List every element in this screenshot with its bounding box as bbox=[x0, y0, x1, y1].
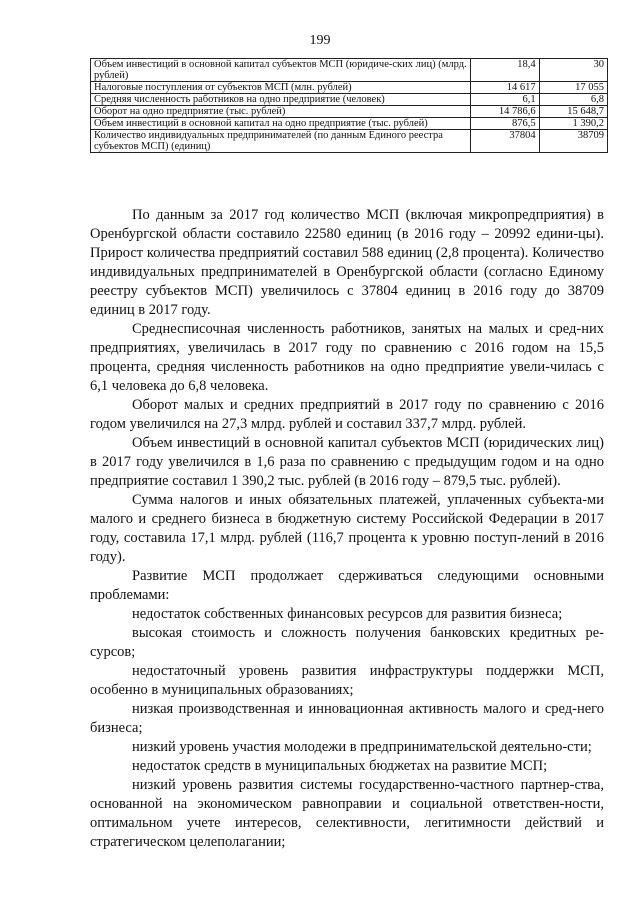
table-cell-2016: 876,5 bbox=[471, 118, 539, 130]
paragraph: Оборот малых и средних предприятий в 2017 году по сравнению с 2016 годом увеличился на 27,3 млрд. рублей и составил 337,7 млрд. рублей. bbox=[90, 397, 604, 432]
table-row bbox=[91, 130, 608, 153]
table-cell-2016: 37804 bbox=[471, 130, 539, 153]
list-item: низкий уровень развития системы государственно-частного партнер-ства, основанной на экономическом равноправии и социальной ответствен-ности, оптимальном учете интересов, селективности, легитимности действий и стратегическом целеполагании; bbox=[90, 777, 604, 850]
list-item: низкий уровень участия молодежи в предпринимательской деятельно-сти; bbox=[132, 739, 592, 755]
table-cell-label: Количество индивидуальных предпринимателей (по данным Единого реестра субъектов МСП) (единиц) bbox=[91, 130, 471, 153]
list-item: высокая стоимость и сложность получения банковских кредитных ре-сурсов; bbox=[90, 625, 604, 660]
table-row bbox=[91, 82, 608, 94]
table-row bbox=[91, 94, 608, 106]
paragraph: Объем инвестиций в основной капитал субъектов МСП (юридических лиц) в 2017 году увеличился в 1,6 раза по сравнению с предыдущим годом и на одно предприятие составил 1 390,2 тыс. рублей (в 2016 году – 879,5 тыс. рублей). bbox=[90, 435, 604, 489]
list-item: недостаток собственных финансовых ресурсов для развития бизнеса; bbox=[132, 606, 563, 622]
table-cell-2017: 17 055 bbox=[539, 82, 607, 94]
table-cell-2016: 14 617 bbox=[471, 82, 539, 94]
table-cell-2017: 38709 bbox=[539, 130, 607, 153]
table-row bbox=[91, 59, 608, 82]
list-item: недостаток средств в муниципальных бюджетах на развитие МСП; bbox=[132, 758, 548, 774]
table-cell-label: Объем инвестиций в основной капитал на одно предприятие (тыс. рублей) bbox=[91, 118, 471, 130]
table-cell-2016: 6,1 bbox=[471, 94, 539, 106]
paragraph: Сумма налогов и иных обязательных платежей, уплаченных субъекта-ми малого и среднего бизнеса в бюджетную систему Российской Федерации в 2017 году, составила 17,1 млрд. рублей (116,7 процента к уровню поступ-лений в 2016 году). bbox=[90, 492, 604, 565]
table-cell-2017: 1 390,2 bbox=[539, 118, 607, 130]
table-cell-label: Объем инвестиций в основной капитал субъектов МСП (юридиче-ских лиц) (млрд. рублей) bbox=[91, 59, 471, 82]
table-row bbox=[91, 118, 608, 130]
table-cell-2016: 18,4 bbox=[471, 59, 539, 82]
table-cell-2017: 6,8 bbox=[539, 94, 607, 106]
table-cell-2017: 15 648,7 bbox=[539, 106, 607, 118]
paragraph: Среднесписочная численность работников, занятых на малых и сред-них предприятиях, увеличилась в 2017 году по сравнению с 2016 годом на 15,5 процента, средняя численность работников на одно предприятие увели-чилась с 6,1 человека до 6,8 человека. bbox=[90, 321, 604, 394]
table-cell-2017: 30 bbox=[539, 59, 607, 82]
list-item: низкая производственная и инновационная активность малого и сред-него бизнеса; bbox=[90, 701, 604, 736]
paragraph: Развитие МСП продолжает сдерживаться следующими основными проблемами: bbox=[90, 568, 604, 603]
page-number: 199 bbox=[309, 33, 331, 48]
paragraph: По данным за 2017 год количество МСП (включая микропредприятия) в Оренбургской области составило 22580 единиц (в 2016 году – 20992 едини-цы). Прирост количества предприятий составил 588 единиц (2,8 процента). Количество индивидуальных предпринимателей в Оренбургской области (согласно Единому реестру субъектов МСП) увеличилось с 37804 единиц в 2016 году до 38709 единиц в 2017 году. bbox=[90, 207, 604, 318]
table-cell-label: Средняя численность работников на одно предприятие (человек) bbox=[91, 94, 471, 106]
statistics-table bbox=[90, 58, 608, 153]
table-row bbox=[91, 106, 608, 118]
table-cell-2016: 14 786,6 bbox=[471, 106, 539, 118]
table-cell-label: Налоговые поступления от субъектов МСП (млн. рублей) bbox=[91, 82, 471, 94]
body-text bbox=[90, 206, 604, 852]
list-item: недостаточный уровень развития инфраструктуры поддержки МСП, особенно в муниципальных образованиях; bbox=[90, 663, 604, 698]
table-cell-label: Оборот на одно предприятие (тыс. рублей) bbox=[91, 106, 471, 118]
